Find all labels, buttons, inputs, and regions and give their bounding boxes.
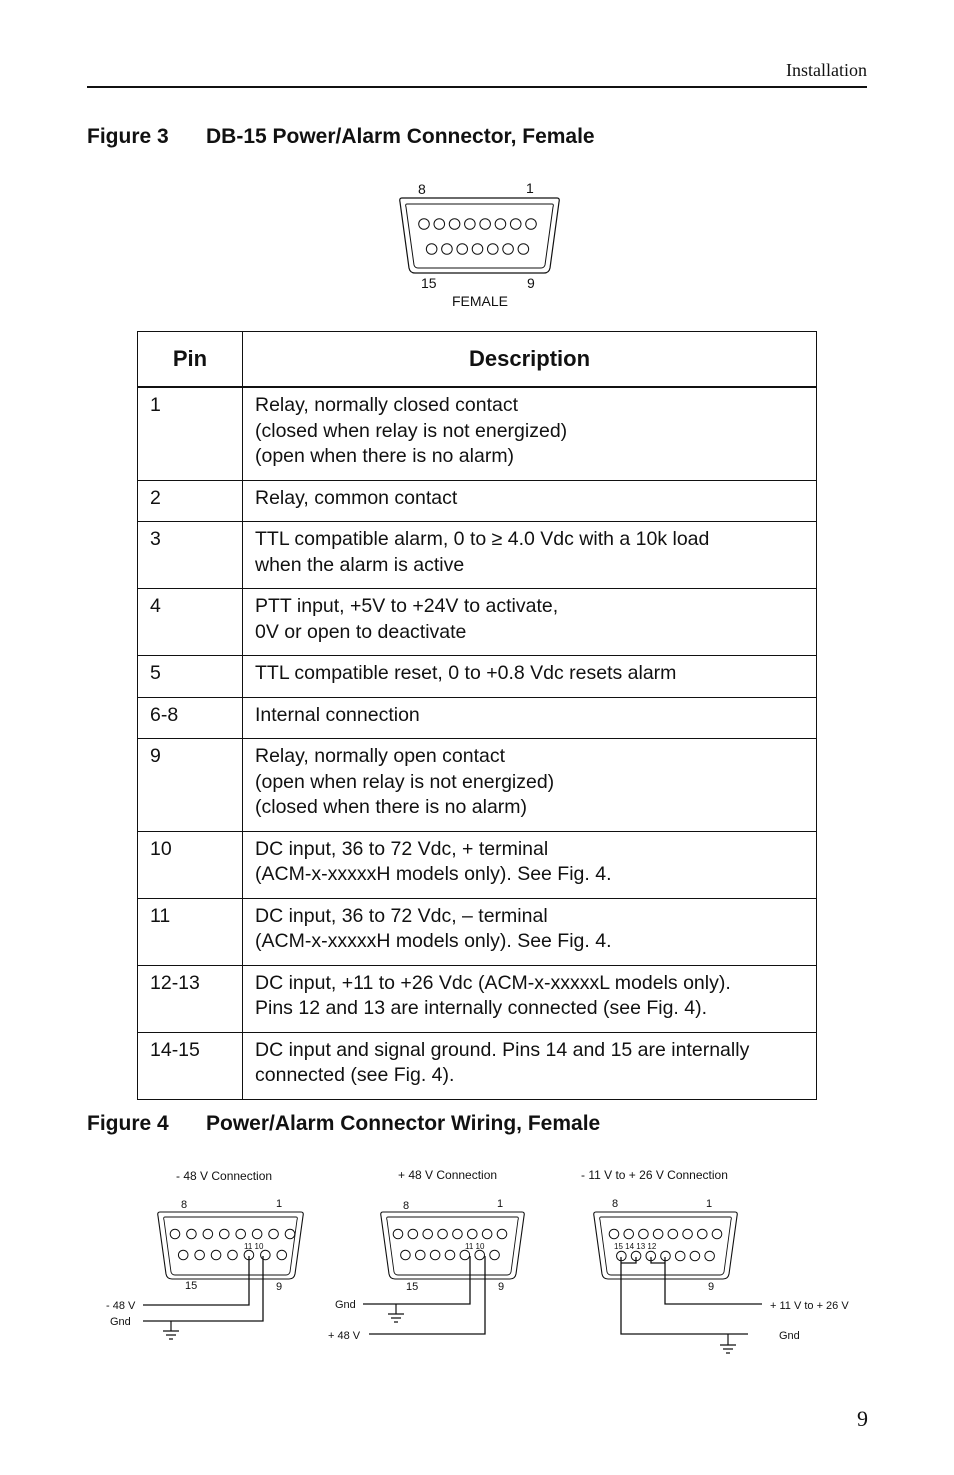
table-header-row [138,332,817,388]
section-name: Installation [786,60,867,80]
pin-number-cell: 4 [138,589,243,656]
figure-4-number: Figure 4 [87,1112,169,1135]
pin-hole [401,1250,411,1260]
pin-hole [465,219,476,230]
diagram-3-wire-label-1: + 11 V to + 26 V [770,1300,849,1312]
pin-hole [712,1229,722,1239]
description-line: (ACM-x-xxxxxH models only). See Fig. 4. [255,930,612,952]
pin-hole [408,1229,418,1239]
diagram-2-pin-8: 8 [403,1200,410,1212]
diagram-2-title: + 48 V Connection [398,1168,498,1182]
pin-label-9: 9 [527,275,535,291]
pin-description-cell [243,831,817,898]
pin-description-table [137,331,817,1100]
description-line: Internal connection [255,703,420,726]
pin-hole [705,1251,715,1261]
description-line: TTL compatible alarm, 0 to ≥ 4.0 Vdc with a 10k load [255,528,710,550]
diagram-2-inner-labels: 11 10 [465,1242,485,1251]
pin-hole [178,1250,188,1260]
diagram-2-pin-15: 15 [406,1281,419,1293]
table-row [138,1032,817,1099]
pin-hole [269,1229,279,1239]
pin-hole [426,244,437,255]
pin-hole [277,1250,287,1260]
pin-number-cell: 3 [138,522,243,589]
pin-description-cell [243,522,817,589]
pin-hole [639,1229,649,1239]
pin-hole [653,1229,663,1239]
pin-hole [203,1229,213,1239]
pin-hole [393,1229,403,1239]
pin-hole [187,1229,197,1239]
diagram-1-wire-label-2: Gnd [110,1316,131,1328]
pin-hole [195,1250,205,1260]
pin-hole [503,244,514,255]
pin-hole [430,1250,440,1260]
pin-number-cell: 5 [138,656,243,698]
pin-holes [170,1229,295,1260]
description-line: Pins 12 and 13 are internally connected (see Fig. 4). [255,997,708,1019]
pin-label-15: 15 [421,275,437,291]
pin-description-cell [243,480,817,522]
figure-3-caption-title: DB-15 Power/Alarm Connector, Female [206,125,595,148]
table-row [138,965,817,1032]
pin-hole [228,1250,238,1260]
pin-hole [460,1250,470,1260]
figure-4-caption-title: Power/Alarm Connector Wiring, Female [206,1112,601,1135]
pin-hole [697,1229,707,1239]
table-row [138,739,817,832]
pin-description-cell [243,589,817,656]
pin-label-8: 8 [418,181,426,197]
db15-connector-diagram [0,0,954,320]
diagram-1-title: - 48 V Connection [176,1169,273,1183]
diagram-2-pin-1: 1 [497,1198,504,1210]
pin-hole [285,1229,295,1239]
pin-hole [449,219,460,230]
diagram-2-pin-9: 9 [498,1281,505,1293]
pin-description-cell [243,965,817,1032]
figure-3-number: Figure 3 [87,125,169,148]
table-row [138,480,817,522]
diagram-3-pin-9: 9 [708,1281,715,1293]
pin-hole [211,1250,221,1260]
pin-number-cell: 11 [138,898,243,965]
pin-description-cell [243,697,817,739]
page-number: 9 [857,1406,868,1431]
table-row [138,387,817,480]
table-row [138,589,817,656]
female-caption: FEMALE [452,293,509,309]
pin-number-cell: 9 [138,739,243,832]
table-row [138,522,817,589]
description-line: DC input, 36 to 72 Vdc, + terminal [255,837,549,860]
description-line: PTT input, +5V to +24V to activate, [255,595,559,617]
description-line: (open when relay is not energized) [255,770,555,793]
pin-hole [423,1229,433,1239]
table-row [138,831,817,898]
pin-hole [438,1229,448,1239]
pin-hole [457,244,468,255]
pin-hole [467,1229,477,1239]
diagram-3-title: - 11 V to + 26 V Connection [581,1168,728,1182]
description-line: DC input and signal ground. Pins 14 and 15 are internally [255,1038,750,1061]
pin-hole [609,1229,619,1239]
description-line: when the alarm is active [255,553,465,576]
description-line: connected (see Fig. 4). [255,1064,455,1086]
diagram-1-wire-label-1: - 48 V [106,1300,136,1312]
description-line: 0V or open to deactivate [255,620,467,643]
pin-hole [480,219,491,230]
diagram-1-pin-1: 1 [276,1198,283,1210]
pin-description-cell [243,898,817,965]
description-line: DC input, +11 to +26 Vdc (ACM-x-xxxxxL models only). [255,971,731,994]
description-line: Relay, normally open contact [255,745,506,767]
pin-hole [526,219,537,230]
pin-hole [683,1229,693,1239]
description-line: (closed when there is no alarm) [255,796,528,818]
pin-hole [261,1250,271,1260]
pin-number-cell: 2 [138,480,243,522]
table-row [138,697,817,739]
figure-4-title [87,1112,600,1136]
pin-hole [675,1251,685,1261]
pin-hole [487,244,498,255]
pin-hole [453,1229,463,1239]
pin-hole [490,1250,500,1260]
diagram-2-wire-label-2: + 48 V [328,1330,361,1342]
pin-hole [518,244,529,255]
description-line: (open when there is no alarm) [255,445,515,467]
diagram-3-pin-8: 8 [612,1198,619,1210]
wiring-diagram-11v-to-26v [581,1168,849,1353]
diagram-2-wire-label-1: Gnd [335,1299,356,1311]
pin-hole [472,244,483,255]
pin-hole [252,1229,262,1239]
pin-hole [415,1250,425,1260]
pin-hole [170,1229,180,1239]
diagram-3-pin-1: 1 [706,1198,713,1210]
description-column-header: Description [243,332,817,388]
pin-number-cell: 6-8 [138,697,243,739]
table-row [138,898,817,965]
description-line: (closed when relay is not energized) [255,419,568,442]
pin-hole [219,1229,229,1239]
description-line: Relay, normally closed contact [255,394,519,416]
diagram-3-wire-label-2: Gnd [779,1330,800,1342]
pin-description-cell [243,656,817,698]
pin-description-cell [243,1032,817,1099]
pin-hole [434,219,445,230]
pin-number-cell: 12-13 [138,965,243,1032]
diagram-1-inner-labels: 11 10 [244,1242,264,1251]
table-row [138,656,817,698]
diagram-1-pin-8: 8 [181,1199,188,1211]
pin-description-cell [243,387,817,480]
pin-hole [497,1229,507,1239]
pin-hole [419,219,430,230]
wiring-diagram-plus-48v [328,1168,524,1342]
pin-hole [495,219,506,230]
wiring-diagrams [0,1150,954,1370]
pin-hole [624,1229,634,1239]
pin-label-1: 1 [526,180,534,196]
pin-column-header: Pin [138,332,243,388]
pin-hole [475,1250,485,1260]
description-line: Relay, common contact [255,486,458,509]
description-line: TTL compatible reset, 0 to +0.8 Vdc resets alarm [255,662,677,684]
wiring-diagram-minus-48v [106,1169,303,1339]
pin-number-cell: 1 [138,387,243,480]
description-line: (ACM-x-xxxxxH models only). See Fig. 4. [255,863,612,885]
pin-hole [510,219,521,230]
diagram-1-pin-15: 15 [185,1280,198,1292]
pin-holes [393,1229,507,1260]
pin-hole [442,244,453,255]
diagram-3-inner-labels: 15 14 13 12 [614,1242,657,1251]
pin-hole [482,1229,492,1239]
pin-number-cell: 14-15 [138,1032,243,1099]
pin-hole [236,1229,246,1239]
pin-number-cell: 10 [138,831,243,898]
pin-description-cell [243,739,817,832]
diagram-1-pin-9: 9 [276,1281,283,1293]
pin-hole [690,1251,700,1261]
pin-hole [668,1229,678,1239]
pin-hole [445,1250,455,1260]
description-line: DC input, 36 to 72 Vdc, – terminal [255,904,548,927]
